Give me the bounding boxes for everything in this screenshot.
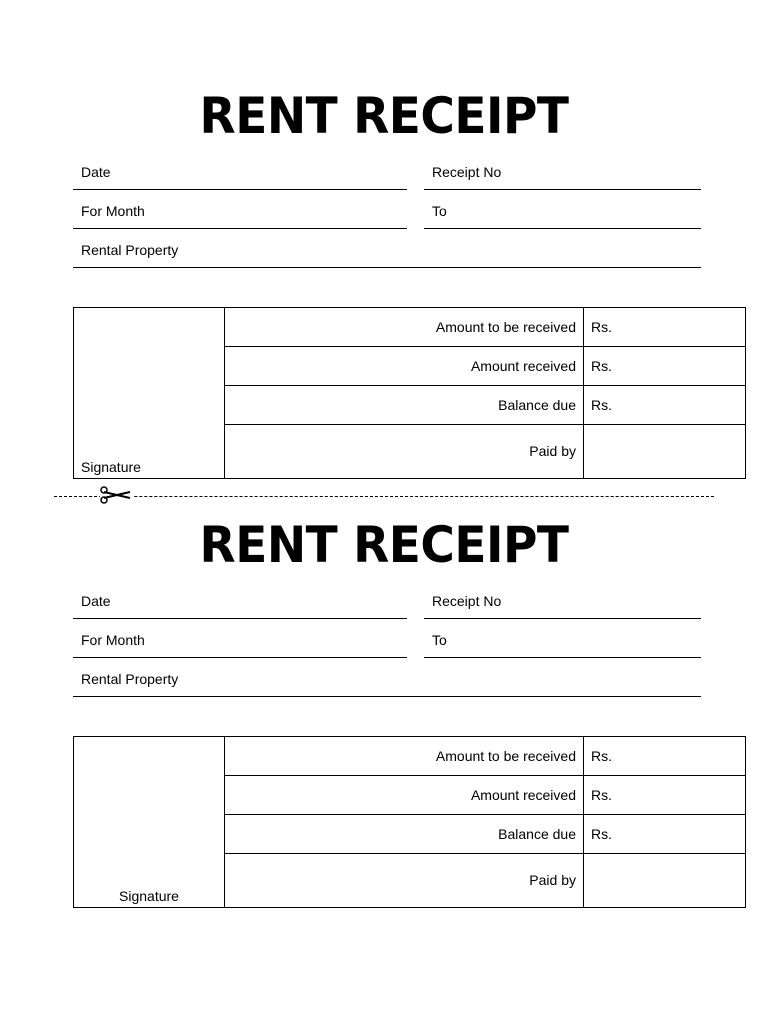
amount-received-value[interactable]: Rs.	[584, 347, 746, 386]
receipt-title: RENT RECEIPT	[199, 516, 569, 575]
amount-to-be-received-label: Amount to be received	[225, 308, 584, 347]
amount-table	[73, 736, 746, 908]
to-field[interactable]	[424, 190, 701, 229]
for-month-field[interactable]	[73, 190, 407, 229]
for-month-label: For Month	[81, 203, 145, 219]
receipt-no-field[interactable]	[424, 151, 701, 190]
rental-property-field[interactable]	[73, 229, 701, 268]
signature-cell[interactable]	[74, 737, 225, 908]
amount-to-be-received-label: Amount to be received	[225, 737, 584, 776]
balance-due-value[interactable]: Rs.	[584, 815, 746, 854]
amount-table	[73, 307, 746, 479]
signature-label: Signature	[81, 459, 141, 475]
paid-by-label: Paid by	[225, 854, 584, 908]
amount-received-label: Amount received	[225, 776, 584, 815]
receipt-no-field[interactable]	[424, 580, 701, 619]
paid-by-label: Paid by	[225, 425, 584, 479]
balance-due-label: Balance due	[225, 386, 584, 425]
paid-by-value[interactable]	[584, 854, 746, 908]
for-month-label: For Month	[81, 632, 145, 648]
cut-line-divider	[54, 496, 714, 497]
rental-property-label: Rental Property	[81, 242, 179, 258]
receipt-title: RENT RECEIPT	[199, 87, 569, 146]
signature-label: Signature	[119, 888, 179, 904]
date-label: Date	[81, 593, 111, 609]
scissors-icon	[100, 480, 134, 508]
balance-due-value[interactable]: Rs.	[584, 386, 746, 425]
date-field[interactable]	[73, 580, 407, 619]
receipt-no-label: Receipt No	[432, 164, 502, 180]
to-label: To	[432, 632, 447, 648]
signature-cell[interactable]	[74, 308, 225, 479]
rental-property-field[interactable]	[73, 658, 701, 697]
amount-to-be-received-value[interactable]: Rs.	[584, 308, 746, 347]
for-month-field[interactable]	[73, 619, 407, 658]
amount-received-label: Amount received	[225, 347, 584, 386]
amount-received-value[interactable]: Rs.	[584, 776, 746, 815]
to-field[interactable]	[424, 619, 701, 658]
balance-due-label: Balance due	[225, 815, 584, 854]
date-field[interactable]	[73, 151, 407, 190]
rental-property-label: Rental Property	[81, 671, 179, 687]
table-row	[74, 308, 746, 347]
table-row	[74, 737, 746, 776]
paid-by-value[interactable]	[584, 425, 746, 479]
amount-to-be-received-value[interactable]: Rs.	[584, 737, 746, 776]
to-label: To	[432, 203, 447, 219]
receipt-no-label: Receipt No	[432, 593, 502, 609]
date-label: Date	[81, 164, 111, 180]
